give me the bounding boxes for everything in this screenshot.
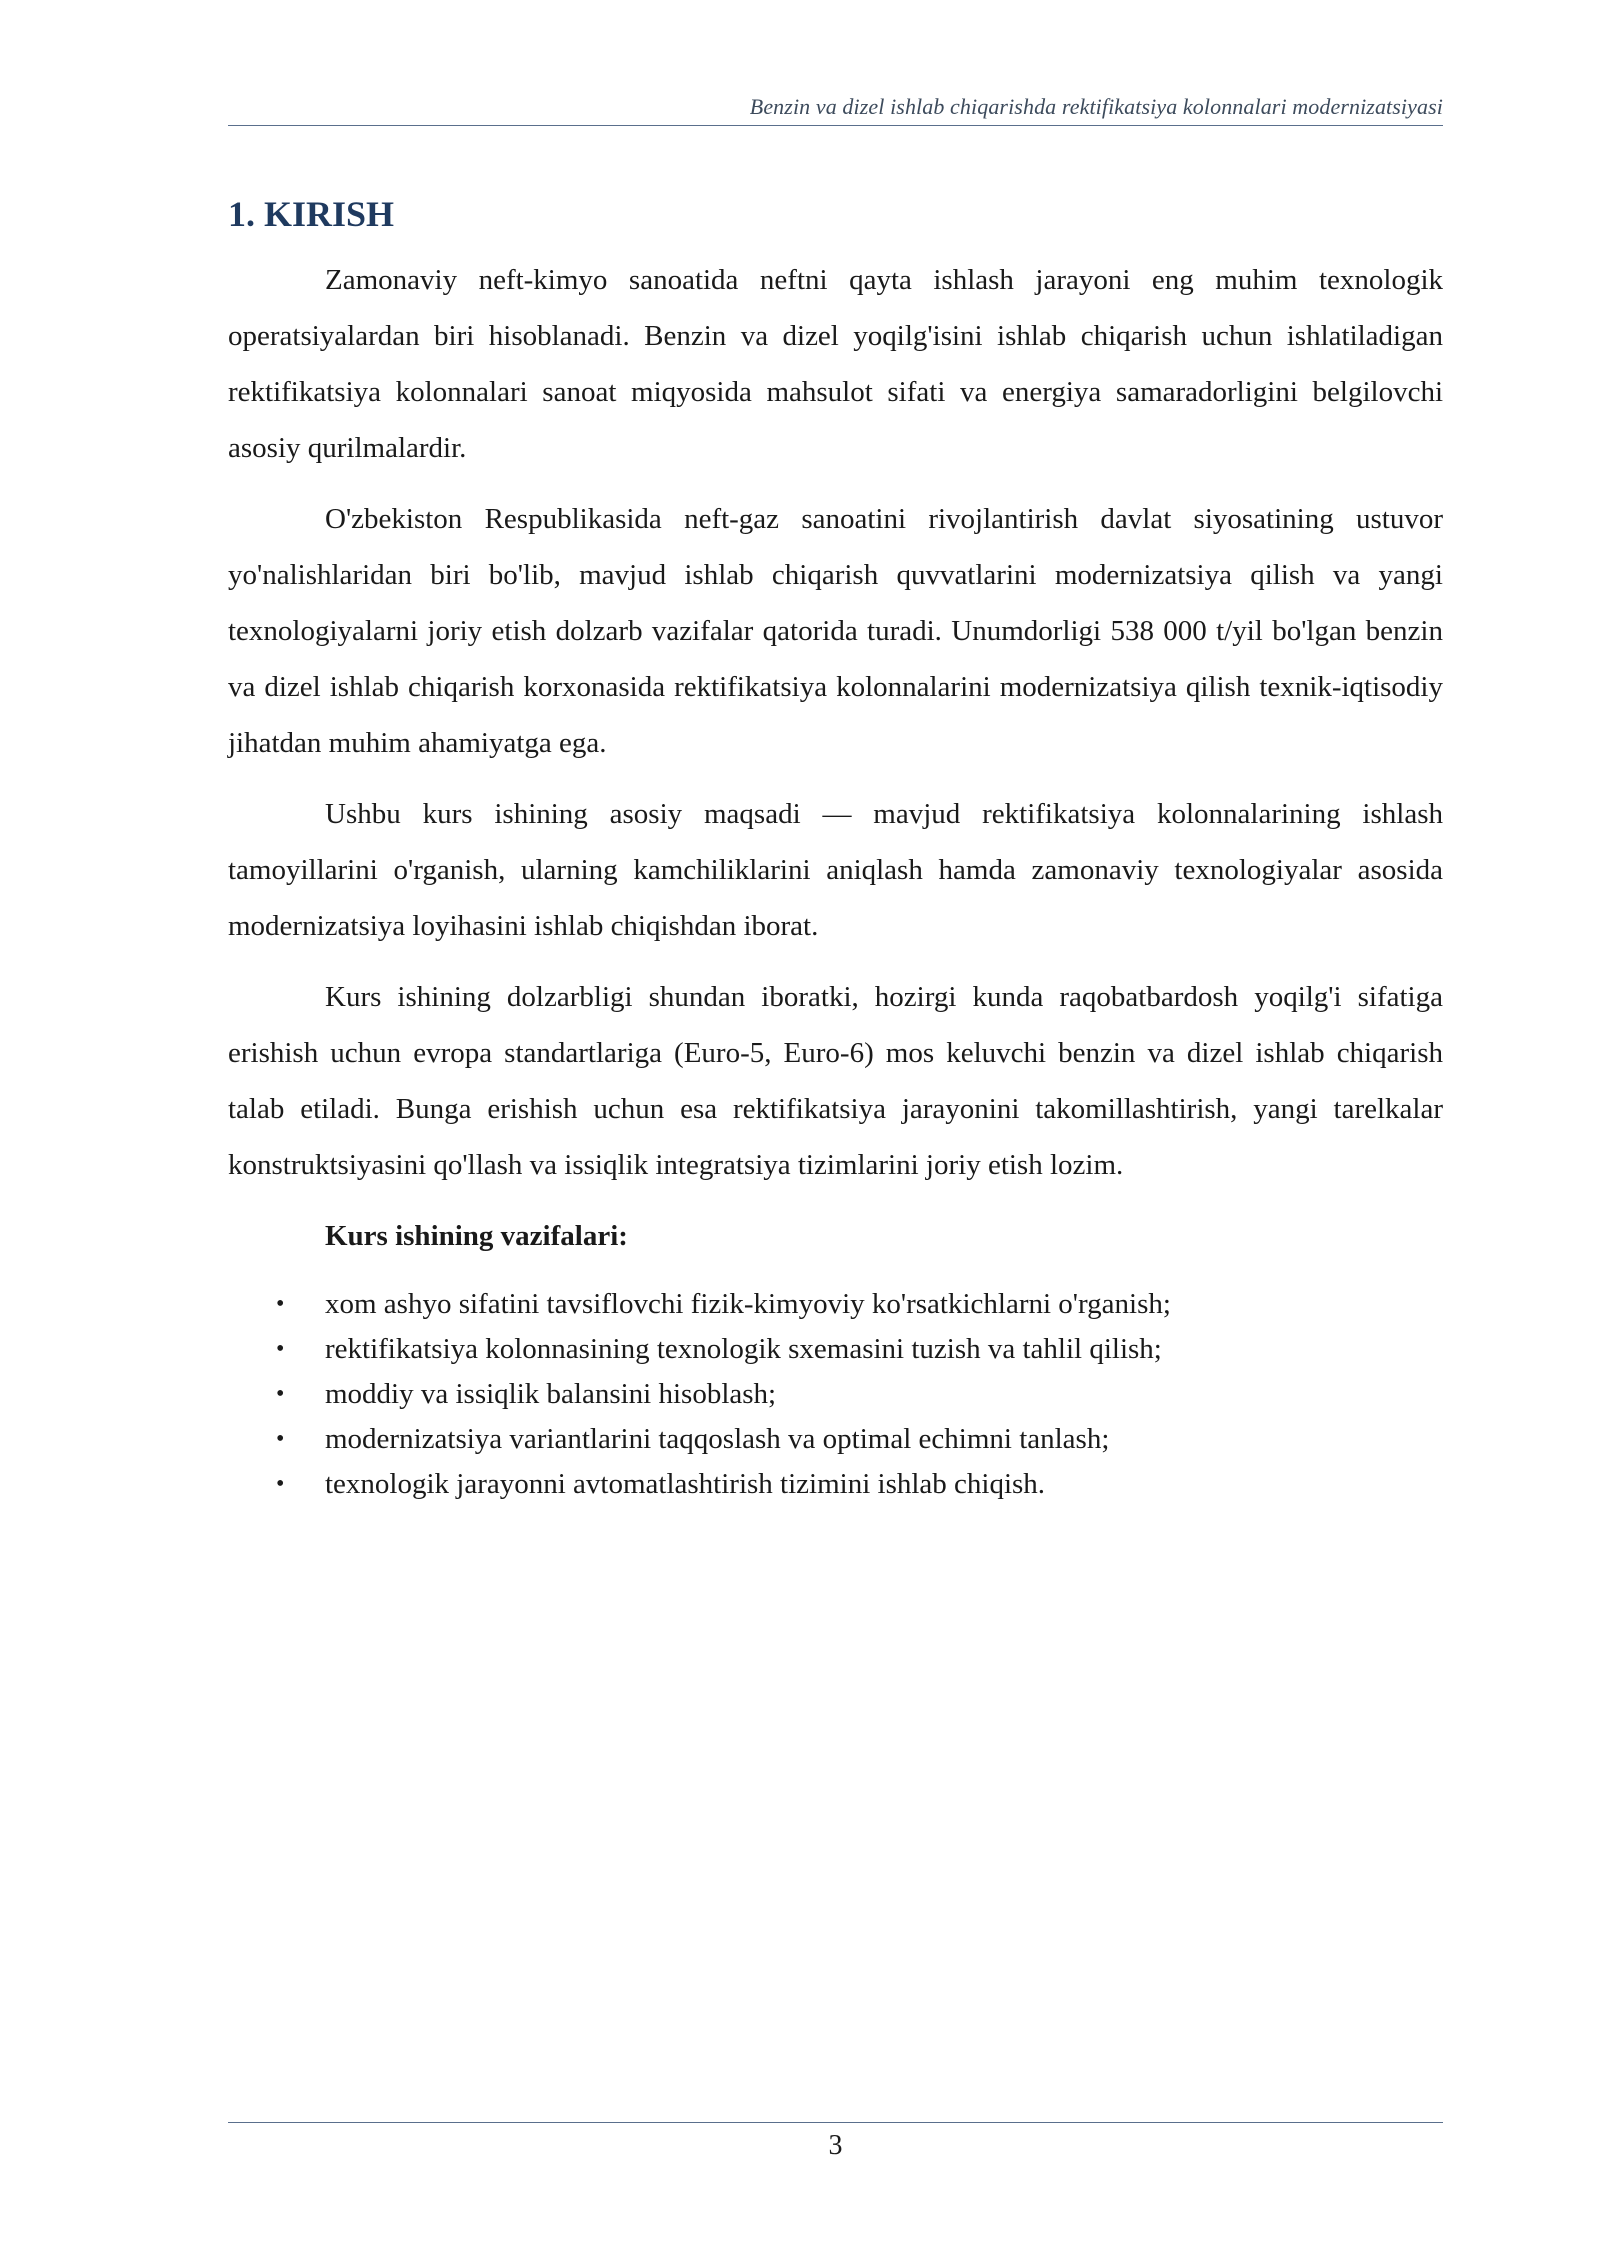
tasks-heading: Kurs ishining vazifalari: — [325, 1220, 628, 1252]
task-list — [228, 1282, 1443, 1507]
page-content — [228, 190, 1443, 1507]
list-item — [228, 1417, 1443, 1462]
paragraph-context: O'zbekiston Respublikasida neft-gaz sanoatini rivojlantirish davlat siyosatining ustuvor yo'nalishlaridan biri bo'lib, mavjud ishlab chiqarish quvvatlarini modernizatsiya qilish va yangi texnologiyalarni joriy etish dolzarb vazifalar qatorida turadi. Unumdorligi 538 000 t/yil bo'lgan benzin va dizel ishlab chiqarish korxonasida rektifikatsiya kolonnalarini modernizatsiya qilish texnik-iqtisodiy jihatdan muhim ahamiyatga ega. — [228, 503, 1443, 759]
paragraph-goal: Ushbu kurs ishining asosiy maqsadi — mavjud rektifikatsiya kolonnalarining ishlash tamoyillarini o'rganish, ularning kamchiliklarini aniqlash hamda zamonaviy texnologiyalar asosida modernizatsiya loyihasini ishlab chiqishdan iborat. — [228, 798, 1443, 942]
task-text: xom ashyo sifatini tavsiflovchi fizik-kimyoviy ko'rsatkichlarni o'rganish; — [325, 1288, 1171, 1320]
list-item — [228, 1372, 1443, 1417]
paragraph-intro: Zamonaviy neft-kimyo sanoatida neftni qayta ishlash jarayoni eng muhim texnologik operatsiyalardan biri hisoblanadi. Benzin va dizel yoqilg'isini ishlab chiqarish uchun ishlatiladigan rektifikatsiya kolonnalari sanoat miqyosida mahsulot sifati va energiya samaradorligini belgilovchi asosiy qurilmalardir. — [228, 264, 1443, 464]
bullet-icon: • — [276, 1381, 285, 1407]
bullet-icon: • — [276, 1291, 285, 1317]
task-text: moddiy va issiqlik balansini hisoblash; — [325, 1378, 777, 1410]
page-number: 3 — [828, 2130, 843, 2161]
list-item — [228, 1327, 1443, 1372]
paragraph-relevance: Kurs ishining dolzarbligi shundan iboratki, hozirgi kunda raqobatbardosh yoqilg'i sifatiga erishish uchun evropa standartlariga (Euro-5, Euro-6) mos keluvchi benzin va dizel ishlab chiqarish talab etiladi. Bunga erishish uchun esa rektifikatsiya jarayonini takomillashtirish, yangi tarelkalar konstruktsiyasini qo'llash va issiqlik integratsiya tizimlarini joriy etish lozim. — [228, 981, 1443, 1181]
bullet-icon: • — [276, 1426, 285, 1452]
task-text: texnologik jarayonni avtomatlashtirish tizimini ishlab chiqish. — [325, 1468, 1046, 1500]
task-text: rektifikatsiya kolonnasining texnologik sxemasini tuzish va tahlil qilish; — [325, 1333, 1162, 1365]
list-item — [228, 1462, 1443, 1507]
section-title: 1. KIRISH — [228, 194, 395, 234]
header-divider — [228, 125, 1443, 126]
bullet-icon: • — [276, 1336, 285, 1362]
bullet-icon: • — [276, 1471, 285, 1497]
running-header: Benzin va dizel ishlab chiqarishda rektifikatsiya kolonnalari modernizatsiyasi — [749, 94, 1443, 119]
task-text: modernizatsiya variantlarini taqqoslash va optimal echimni tanlash; — [325, 1423, 1110, 1455]
footer-divider — [228, 2122, 1443, 2123]
list-item — [228, 1282, 1443, 1327]
